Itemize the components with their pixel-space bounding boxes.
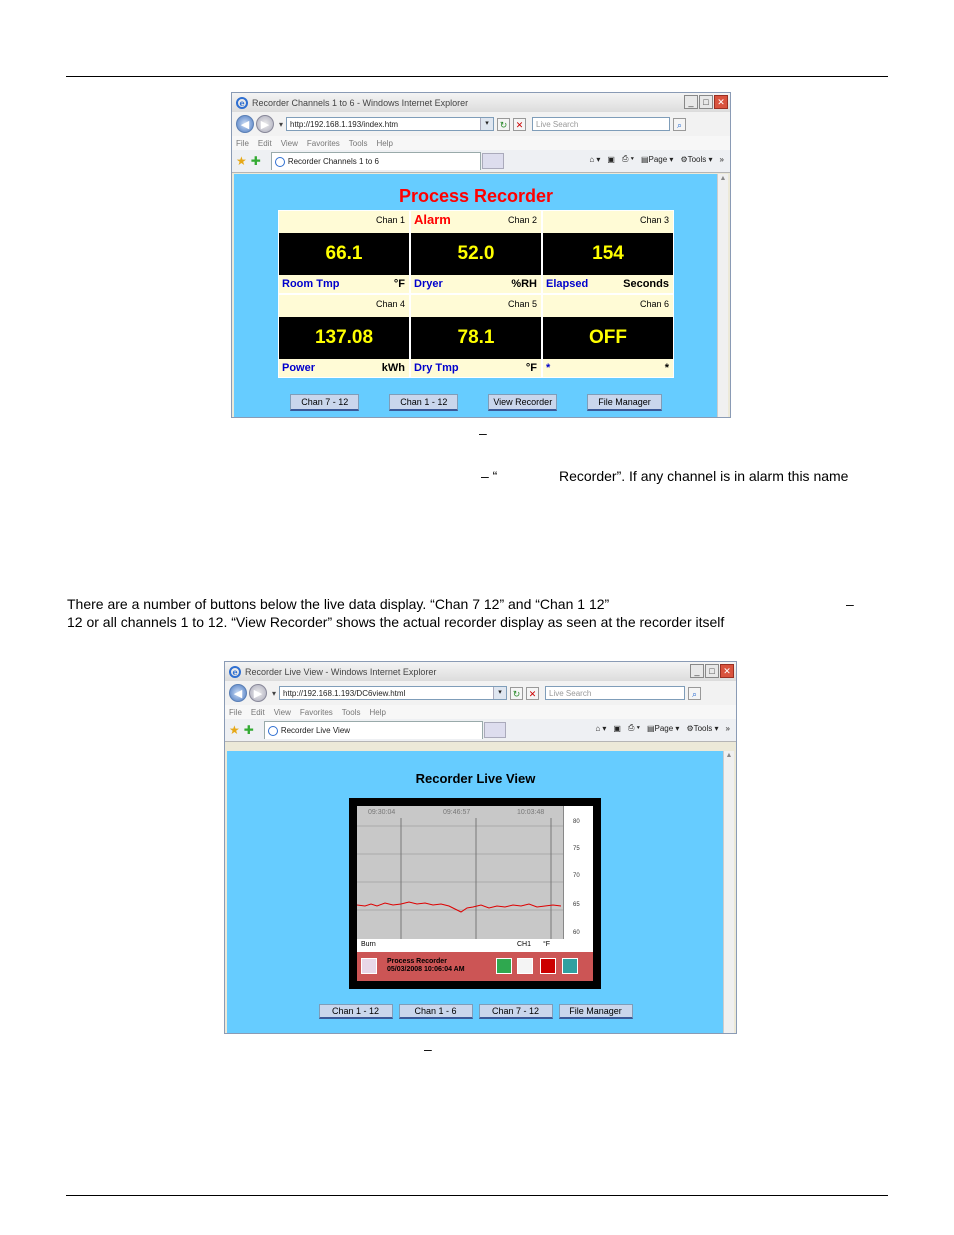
file-manager-button[interactable]: File Manager: [559, 1004, 633, 1019]
menu-edit[interactable]: Edit: [257, 138, 272, 148]
chan-7-12-button[interactable]: Chan 7 - 12: [479, 1004, 553, 1019]
home-icon[interactable]: ⌂ ▾: [589, 154, 601, 164]
channel-unit: *: [664, 362, 669, 374]
favorites-star-icon[interactable]: ★: [236, 154, 247, 168]
window-title: Recorder Channels 1 to 6 - Windows Internet Explorer: [252, 97, 469, 108]
ie-logo-icon: e: [229, 666, 241, 678]
channel-cell-4: [279, 295, 409, 377]
refresh-icon[interactable]: ↻: [497, 118, 510, 131]
tab-favicon-icon: [268, 726, 278, 736]
value-scale: [563, 806, 593, 939]
print-icon[interactable]: ⎙ ▾: [621, 154, 634, 163]
menu-tools[interactable]: Tools: [348, 138, 368, 148]
window-title: Recorder Live View - Windows Internet Explorer: [245, 666, 437, 677]
channel-value: 52.0: [411, 233, 541, 275]
channel-unit: kWh: [381, 362, 405, 374]
vertical-scrollbar[interactable]: [717, 174, 728, 417]
title-bar: [225, 662, 736, 681]
trend-plot: [357, 806, 563, 939]
favorites-star-icon[interactable]: ★: [229, 723, 240, 737]
chart-icon[interactable]: [496, 958, 512, 974]
recorder-status-bar: [357, 939, 593, 952]
channel-unit: °F: [393, 278, 405, 290]
search-input[interactable]: [532, 117, 670, 131]
search-input[interactable]: [545, 686, 685, 700]
search-placeholder: Live Search: [549, 689, 592, 698]
history-dropdown-icon[interactable]: ▾: [272, 688, 277, 698]
tools-menu-label: Tools: [693, 723, 713, 733]
menu-view[interactable]: View: [280, 138, 298, 148]
chevron-down-icon[interactable]: ▾: [493, 687, 506, 699]
table-icon[interactable]: [517, 958, 533, 974]
search-icon[interactable]: ⌕: [688, 687, 701, 700]
time-label: 10:03:48: [517, 809, 545, 816]
menu-edit[interactable]: Edit: [250, 707, 265, 717]
menu-favorites[interactable]: Favorites: [306, 138, 340, 148]
tab-label: Recorder Live View: [280, 726, 351, 735]
feeds-icon[interactable]: ▣: [607, 154, 615, 164]
menu-help[interactable]: Help: [376, 138, 393, 148]
channel-value: 154: [543, 233, 673, 275]
channel-number: Chan 3: [639, 215, 669, 225]
save-icon[interactable]: [562, 958, 578, 974]
trend-chart: [357, 806, 563, 939]
chan-1-12-button[interactable]: Chan 1 - 12: [389, 394, 458, 411]
tab-favicon-icon: [275, 157, 285, 167]
alarm-label: Alarm: [414, 212, 451, 227]
page-title: Recorder Live View: [415, 771, 536, 786]
menu-favorites[interactable]: Favorites: [299, 707, 333, 717]
menu-file[interactable]: File: [236, 138, 249, 148]
chan-1-12-button[interactable]: Chan 1 - 12: [319, 1004, 393, 1019]
scroll-up-icon[interactable]: ▲: [719, 175, 727, 182]
title-bar: [232, 93, 730, 112]
channel-label: Dryer: [414, 278, 443, 290]
page-menu[interactable]: ▤Page ▾: [640, 154, 674, 164]
channel-value: OFF: [543, 317, 673, 359]
minimize-icon[interactable]: _: [684, 95, 698, 109]
chan-7-12-button[interactable]: Chan 7 - 12: [290, 394, 359, 411]
command-bar: [595, 723, 730, 733]
scale-tick: 75: [573, 846, 580, 852]
recorder-screen: [357, 806, 593, 981]
chan-1-6-button[interactable]: Chan 1 - 6: [399, 1004, 473, 1019]
channel-value: 78.1: [411, 317, 541, 359]
close-icon[interactable]: ✕: [720, 664, 734, 678]
settings-icon[interactable]: [361, 958, 377, 974]
channel-cell-3: [543, 211, 673, 293]
channel-grid: [278, 210, 674, 378]
address-text: http://192.168.1.193/index.htm: [290, 120, 399, 129]
home-icon[interactable]: ⌂ ▾: [595, 723, 607, 733]
file-manager-button[interactable]: File Manager: [587, 394, 662, 411]
channel-value: 137.08: [279, 317, 409, 359]
channel-value: 66.1: [279, 233, 409, 275]
channel-unit: %RH: [511, 278, 537, 290]
back-icon[interactable]: ◀: [236, 115, 254, 133]
channel-number: Chan 1: [375, 215, 405, 225]
nav-button-row: [227, 1004, 724, 1019]
page-menu[interactable]: ▤Page ▾: [646, 723, 680, 733]
refresh-icon[interactable]: ↻: [510, 687, 523, 700]
channel-label: Room Tmp: [282, 278, 340, 290]
channel-label: Elapsed: [546, 278, 589, 290]
menu-file[interactable]: File: [229, 707, 242, 717]
page-content: [227, 751, 734, 1033]
header-rule: [66, 76, 888, 77]
search-placeholder: Live Search: [536, 120, 579, 129]
tab-row: [232, 150, 730, 173]
vertical-scrollbar[interactable]: [723, 751, 734, 1033]
search-icon[interactable]: ⌕: [673, 118, 686, 131]
recorder-footer: [357, 952, 593, 981]
overflow-icon[interactable]: »: [725, 723, 730, 733]
channel-unit: °F: [525, 362, 537, 374]
print-icon[interactable]: ⎙ ▾: [627, 723, 640, 732]
time-label: 09:30:04: [368, 809, 396, 816]
tab-recorder-live-view[interactable]: [264, 721, 483, 739]
status-unit: °F: [543, 941, 551, 948]
recorder-footer-text: [387, 958, 465, 974]
recorder-name: Process Recorder: [387, 958, 447, 965]
add-favorite-icon[interactable]: ✚: [243, 723, 254, 737]
scale-tick: 60: [573, 930, 580, 936]
address-row: [232, 112, 730, 136]
caption-dash-2: –: [424, 1041, 432, 1057]
channel-cell-6: [543, 295, 673, 377]
new-tab-button[interactable]: [482, 153, 504, 169]
scale-tick: 80: [573, 819, 580, 825]
page-title: Process Recorder: [398, 186, 554, 206]
ie-logo-icon: e: [236, 97, 248, 109]
new-tab-button[interactable]: [484, 722, 506, 738]
recorder-datetime: 05/03/2008 10:06:04 AM: [387, 966, 465, 973]
back-icon[interactable]: ◀: [229, 684, 247, 702]
tab-recorder-channels[interactable]: [271, 152, 481, 170]
maximize-icon[interactable]: □: [699, 95, 713, 109]
channel-label: *: [546, 362, 551, 374]
menu-tools[interactable]: Tools: [341, 707, 361, 717]
channel-cell-1: [279, 211, 409, 293]
status-channel: CH1: [517, 941, 532, 948]
menu-bar: [232, 136, 730, 150]
forward-icon[interactable]: ▶: [249, 684, 267, 702]
menu-help[interactable]: Help: [369, 707, 386, 717]
channel-number: Chan 6: [639, 299, 669, 309]
text-fragment: –: [846, 596, 854, 612]
channel-number: Chan 5: [507, 299, 537, 309]
channel-label: Power: [282, 362, 316, 374]
channel-cell-2: [411, 211, 541, 293]
tab-label: Recorder Channels 1 to 6: [287, 157, 379, 166]
browser-window-channels: [231, 92, 731, 418]
page-menu-label: Page: [648, 154, 668, 164]
tab-row: [225, 719, 736, 742]
address-bar[interactable]: [279, 686, 507, 700]
menu-bar: [225, 705, 736, 719]
add-favorite-icon[interactable]: ✚: [250, 154, 261, 168]
minimize-icon[interactable]: _: [690, 664, 704, 678]
view-recorder-button[interactable]: View Recorder: [488, 394, 557, 411]
scale-tick: 70: [573, 873, 580, 879]
channel-label: Dry Tmp: [414, 362, 459, 374]
channel-cell-5: [411, 295, 541, 377]
overflow-icon[interactable]: »: [719, 154, 724, 164]
tools-menu[interactable]: ⚙Tools ▾: [680, 154, 713, 164]
stop-icon[interactable]: ✕: [526, 687, 539, 700]
status-left: Burn: [361, 941, 376, 948]
forward-icon[interactable]: ▶: [256, 115, 274, 133]
tools-menu[interactable]: ⚙Tools ▾: [686, 723, 719, 733]
text-fragment: – “: [481, 468, 498, 484]
scale-tick: 65: [573, 902, 580, 908]
address-row: [225, 681, 736, 705]
channel-unit: Seconds: [623, 278, 669, 290]
text-line: Recorder”. If any channel is in alarm this name: [559, 468, 849, 484]
browser-window-live-view: [224, 661, 737, 1034]
paragraph-line: 12 or all channels 1 to 12. “View Recorder” shows the actual recorder display as seen at the recorder itself: [67, 614, 725, 630]
scroll-up-icon[interactable]: ▲: [725, 752, 733, 759]
channel-number: Chan 2: [507, 215, 537, 225]
page-content: [234, 174, 728, 417]
address-bar[interactable]: [286, 117, 494, 131]
paragraph-line: There are a number of buttons below the live data display. “Chan 7 12” and “Chan 1 12”: [67, 596, 610, 612]
recorder-display: [349, 798, 601, 989]
channel-number: Chan 4: [375, 299, 405, 309]
footer-rule: [66, 1195, 888, 1196]
caption-dash-1: –: [479, 425, 487, 441]
tools-menu-label: Tools: [687, 154, 707, 164]
history-dropdown-icon[interactable]: ▾: [279, 119, 284, 129]
chevron-down-icon[interactable]: ▾: [480, 118, 493, 130]
maximize-icon[interactable]: □: [705, 664, 719, 678]
menu-view[interactable]: View: [273, 707, 291, 717]
command-bar: [589, 154, 724, 164]
nav-button-row: [234, 394, 718, 411]
time-label: 09:46:57: [443, 809, 471, 816]
stop-icon[interactable]: ✕: [513, 118, 526, 131]
alarm-icon[interactable]: [540, 958, 556, 974]
close-icon[interactable]: ✕: [714, 95, 728, 109]
feeds-icon[interactable]: ▣: [613, 723, 621, 733]
page-menu-label: Page: [654, 723, 674, 733]
address-text: http://192.168.1.193/DC6view.html: [283, 689, 406, 698]
